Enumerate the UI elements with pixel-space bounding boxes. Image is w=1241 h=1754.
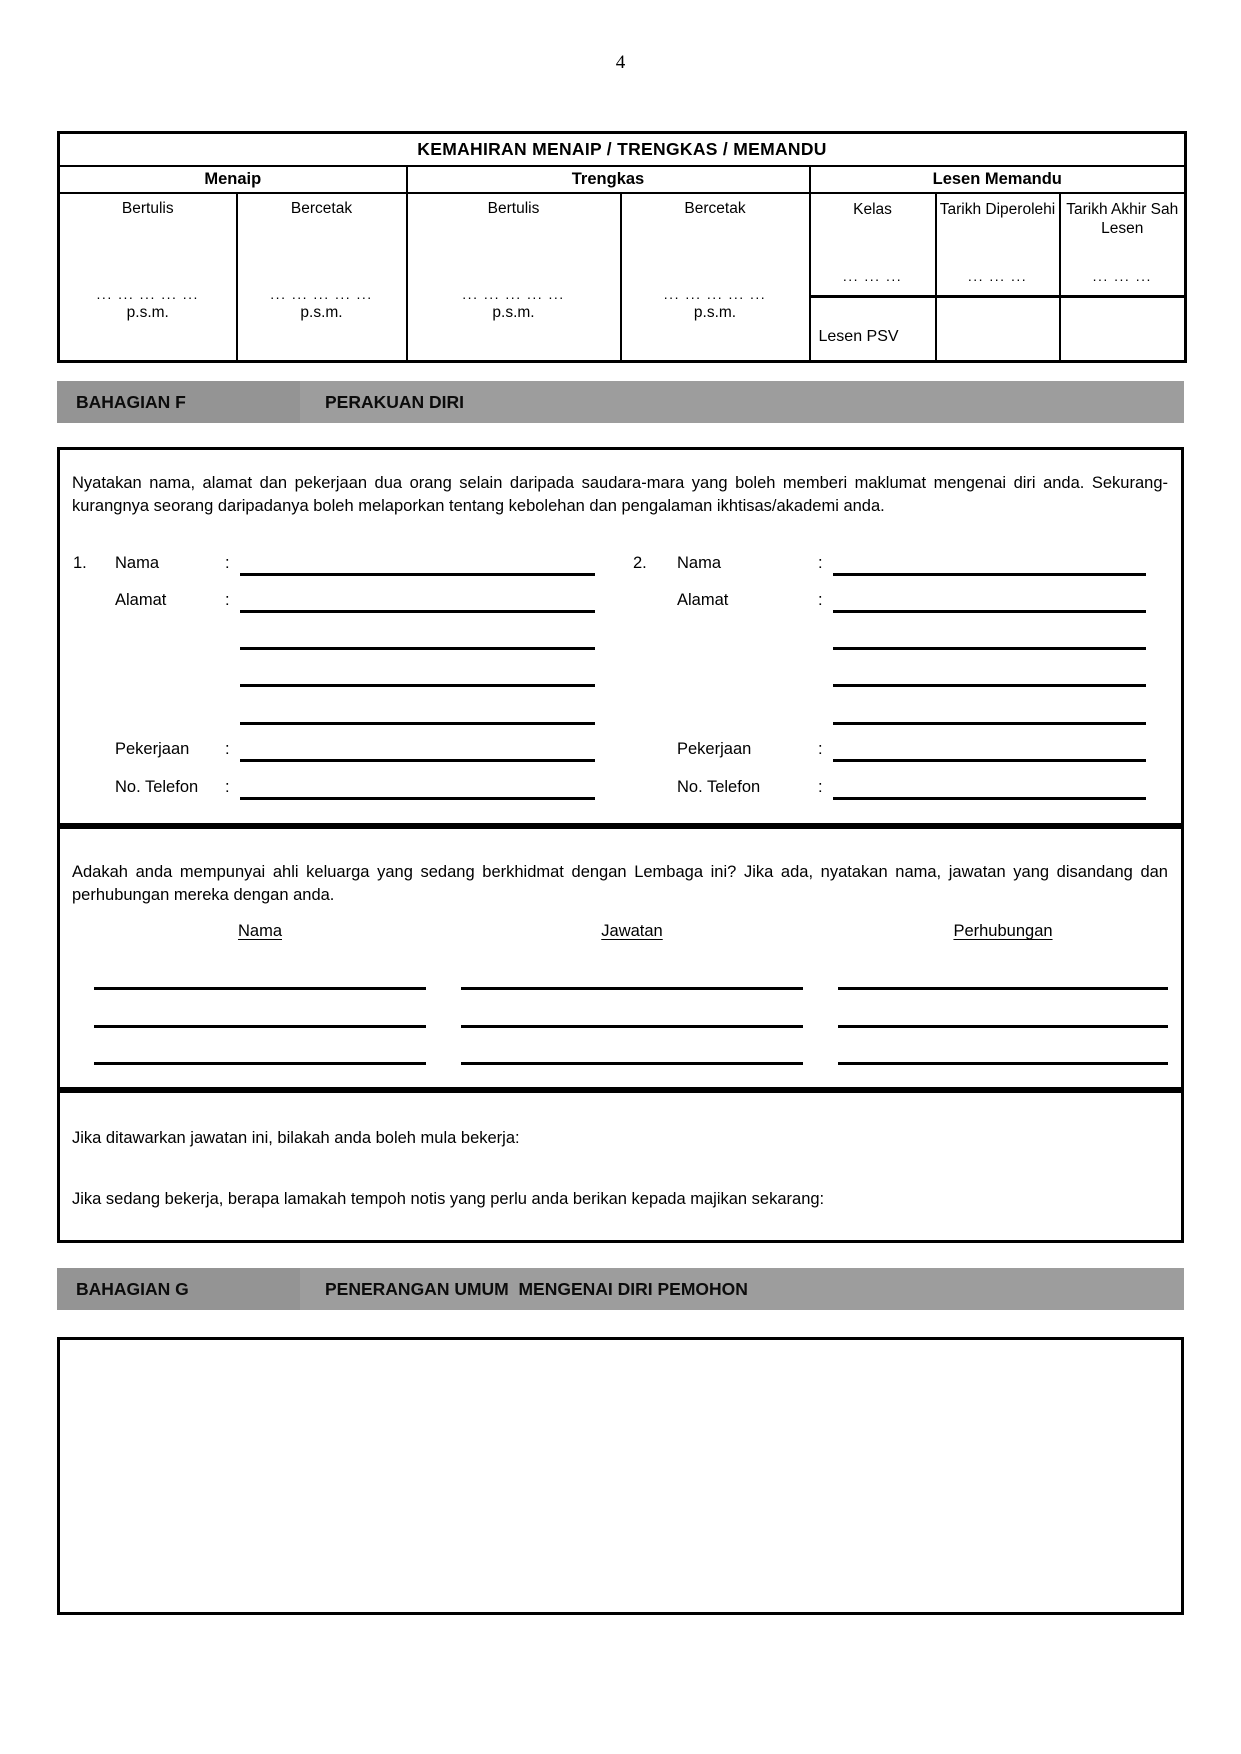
bahagian-f-bar xyxy=(57,381,1184,423)
colon: : xyxy=(225,554,230,572)
referee-block-1 xyxy=(73,546,618,816)
colon: : xyxy=(818,554,823,572)
bahagian-g-code: BAHAGIAN G xyxy=(76,1279,189,1299)
dotted-fill-line[interactable]: ... ... ... ... ... xyxy=(462,286,565,302)
column-header-kelas: Kelas xyxy=(853,201,892,218)
pekerjaan-input-line[interactable] xyxy=(833,759,1146,762)
pekerjaan-input-line[interactable] xyxy=(240,759,595,762)
colon: : xyxy=(225,740,230,758)
lesen-psv-cell[interactable] xyxy=(811,298,935,360)
psm-label: p.s.m. xyxy=(492,304,535,321)
bahagian-f-title: PERAKUAN DIRI xyxy=(325,392,465,412)
alamat-input-line[interactable] xyxy=(240,610,595,613)
lesen-tarikh-diperolehi-cell[interactable] xyxy=(937,194,1059,294)
telefon-input-line[interactable] xyxy=(240,797,595,800)
start-work-box xyxy=(57,1090,1184,1243)
telefon-label: No. Telefon xyxy=(115,778,199,796)
family-header-nama: Nama xyxy=(237,922,282,940)
start-work-question: Jika ditawarkan jawatan ini, bilakah anda boleh mula bekerja: xyxy=(72,1129,520,1147)
family-question: Adakah anda mempunyai ahli keluarga yang sedang berkhidmat dengan Lembaga ini? Jika ada, nyatakan nama, jawatan yang disandang dan perhubungan mereka dengan anda. xyxy=(72,863,1168,904)
alamat-input-line[interactable] xyxy=(833,610,1146,613)
dotted-fill-line[interactable]: ... ... ... xyxy=(967,268,1028,284)
menaip-bercetak-cell[interactable] xyxy=(238,194,406,360)
alamat-input-line[interactable] xyxy=(833,722,1146,725)
lesen-kelas-cell[interactable] xyxy=(811,194,935,294)
psm-label: p.s.m. xyxy=(693,304,737,321)
colon: : xyxy=(818,740,823,758)
nama-input-line[interactable] xyxy=(833,573,1146,576)
family-jawatan-input-line[interactable] xyxy=(461,1062,803,1065)
dotted-fill-line[interactable]: ... ... ... ... ... xyxy=(96,286,199,302)
family-header-jawatan: Jawatan xyxy=(601,922,663,940)
family-nama-input-line[interactable] xyxy=(94,1062,426,1065)
referee-number: 1. xyxy=(73,554,87,572)
dotted-fill-line[interactable]: ... ... ... ... ... xyxy=(663,286,767,302)
column-header-bercetak: Bercetak xyxy=(290,200,353,217)
telefon-label: No. Telefon xyxy=(677,778,761,796)
column-header-tarikh-diperolehi: Tarikh Diperolehi xyxy=(939,201,1056,218)
column-header-bercetak: Bercetak xyxy=(684,200,746,217)
psm-label: p.s.m. xyxy=(126,304,169,321)
lesen-psv-tarikh-akhir-cell[interactable] xyxy=(1061,298,1185,360)
referee-intro-text: Nyatakan nama, alamat dan pekerjaan dua orang selain daripada saudara-mara yang boleh memberi maklumat mengenai diri anda. Sekurang-kurangnya seorang daripadanya boleh melaporkan tentang kebolehan dan pengalaman ikhtisas/akademi anda. xyxy=(72,474,1168,515)
family-nama-input-line[interactable] xyxy=(94,987,426,990)
lesen-psv-label: Lesen PSV xyxy=(818,327,899,345)
skills-table-title: KEMAHIRAN MENAIP / TRENGKAS / MEMANDU xyxy=(59,133,1186,167)
column-header-bertulis: Bertulis xyxy=(487,200,540,217)
section-header-lesen-memandu: Lesen Memandu xyxy=(810,166,1186,193)
family-perhubungan-input-line[interactable] xyxy=(838,1062,1168,1065)
family-box xyxy=(57,826,1184,1090)
psm-label: p.s.m. xyxy=(300,304,343,321)
family-perhubungan-input-line[interactable] xyxy=(838,1025,1168,1028)
referee-block-2 xyxy=(633,546,1163,816)
bahagian-f-code: BAHAGIAN F xyxy=(76,392,186,412)
dotted-fill-line[interactable]: ... ... ... xyxy=(1092,268,1152,284)
column-header-tarikh-akhir: Tarikh Akhir Sah Lesen xyxy=(1066,201,1179,237)
nama-label: Nama xyxy=(677,554,722,572)
dotted-fill-line[interactable]: ... ... ... xyxy=(842,268,903,284)
colon: : xyxy=(818,778,823,796)
section-header-menaip: Menaip xyxy=(59,166,407,193)
nama-label: Nama xyxy=(115,554,160,572)
section-header-trengkas: Trengkas xyxy=(407,166,810,193)
alamat-input-line[interactable] xyxy=(240,647,595,650)
alamat-input-line[interactable] xyxy=(833,647,1146,650)
column-header-bertulis: Bertulis xyxy=(121,200,174,217)
nama-input-line[interactable] xyxy=(240,573,595,576)
menaip-bertulis-cell[interactable] xyxy=(60,194,236,360)
colon: : xyxy=(225,778,230,796)
alamat-label: Alamat xyxy=(677,591,729,609)
notice-period-question: Jika sedang bekerja, berapa lamakah tempoh notis yang perlu anda berikan kepada majikan sekarang: xyxy=(72,1190,825,1208)
alamat-input-line[interactable] xyxy=(833,684,1146,687)
page-number: 4 xyxy=(615,52,626,73)
referees-box xyxy=(57,447,1184,826)
colon: : xyxy=(818,591,823,609)
alamat-label: Alamat xyxy=(115,591,167,609)
trengkas-bertulis-cell[interactable] xyxy=(408,194,620,360)
lesen-psv-tarikh-cell[interactable] xyxy=(937,298,1059,360)
pekerjaan-label: Pekerjaan xyxy=(677,740,752,758)
alamat-input-line[interactable] xyxy=(240,722,595,725)
skills-table xyxy=(57,131,1187,363)
trengkas-bercetak-cell[interactable] xyxy=(622,194,809,360)
bahagian-g-bar xyxy=(57,1268,1184,1310)
family-jawatan-input-line[interactable] xyxy=(461,987,803,990)
family-jawatan-input-line[interactable] xyxy=(461,1025,803,1028)
colon: : xyxy=(225,591,230,609)
dotted-fill-line[interactable]: ... ... ... ... ... xyxy=(270,286,373,302)
family-header-perhubungan: Perhubungan xyxy=(953,922,1053,940)
telefon-input-line[interactable] xyxy=(833,797,1146,800)
family-nama-input-line[interactable] xyxy=(94,1025,426,1028)
pekerjaan-label: Pekerjaan xyxy=(115,740,190,758)
family-perhubungan-input-line[interactable] xyxy=(838,987,1168,990)
general-info-box[interactable] xyxy=(57,1337,1184,1615)
alamat-input-line[interactable] xyxy=(240,684,595,687)
referee-number: 2. xyxy=(633,554,647,572)
bahagian-g-title: PENERANGAN UMUM MENGENAI DIRI PEMOHON xyxy=(325,1279,748,1299)
lesen-tarikh-akhir-cell[interactable] xyxy=(1061,194,1185,294)
